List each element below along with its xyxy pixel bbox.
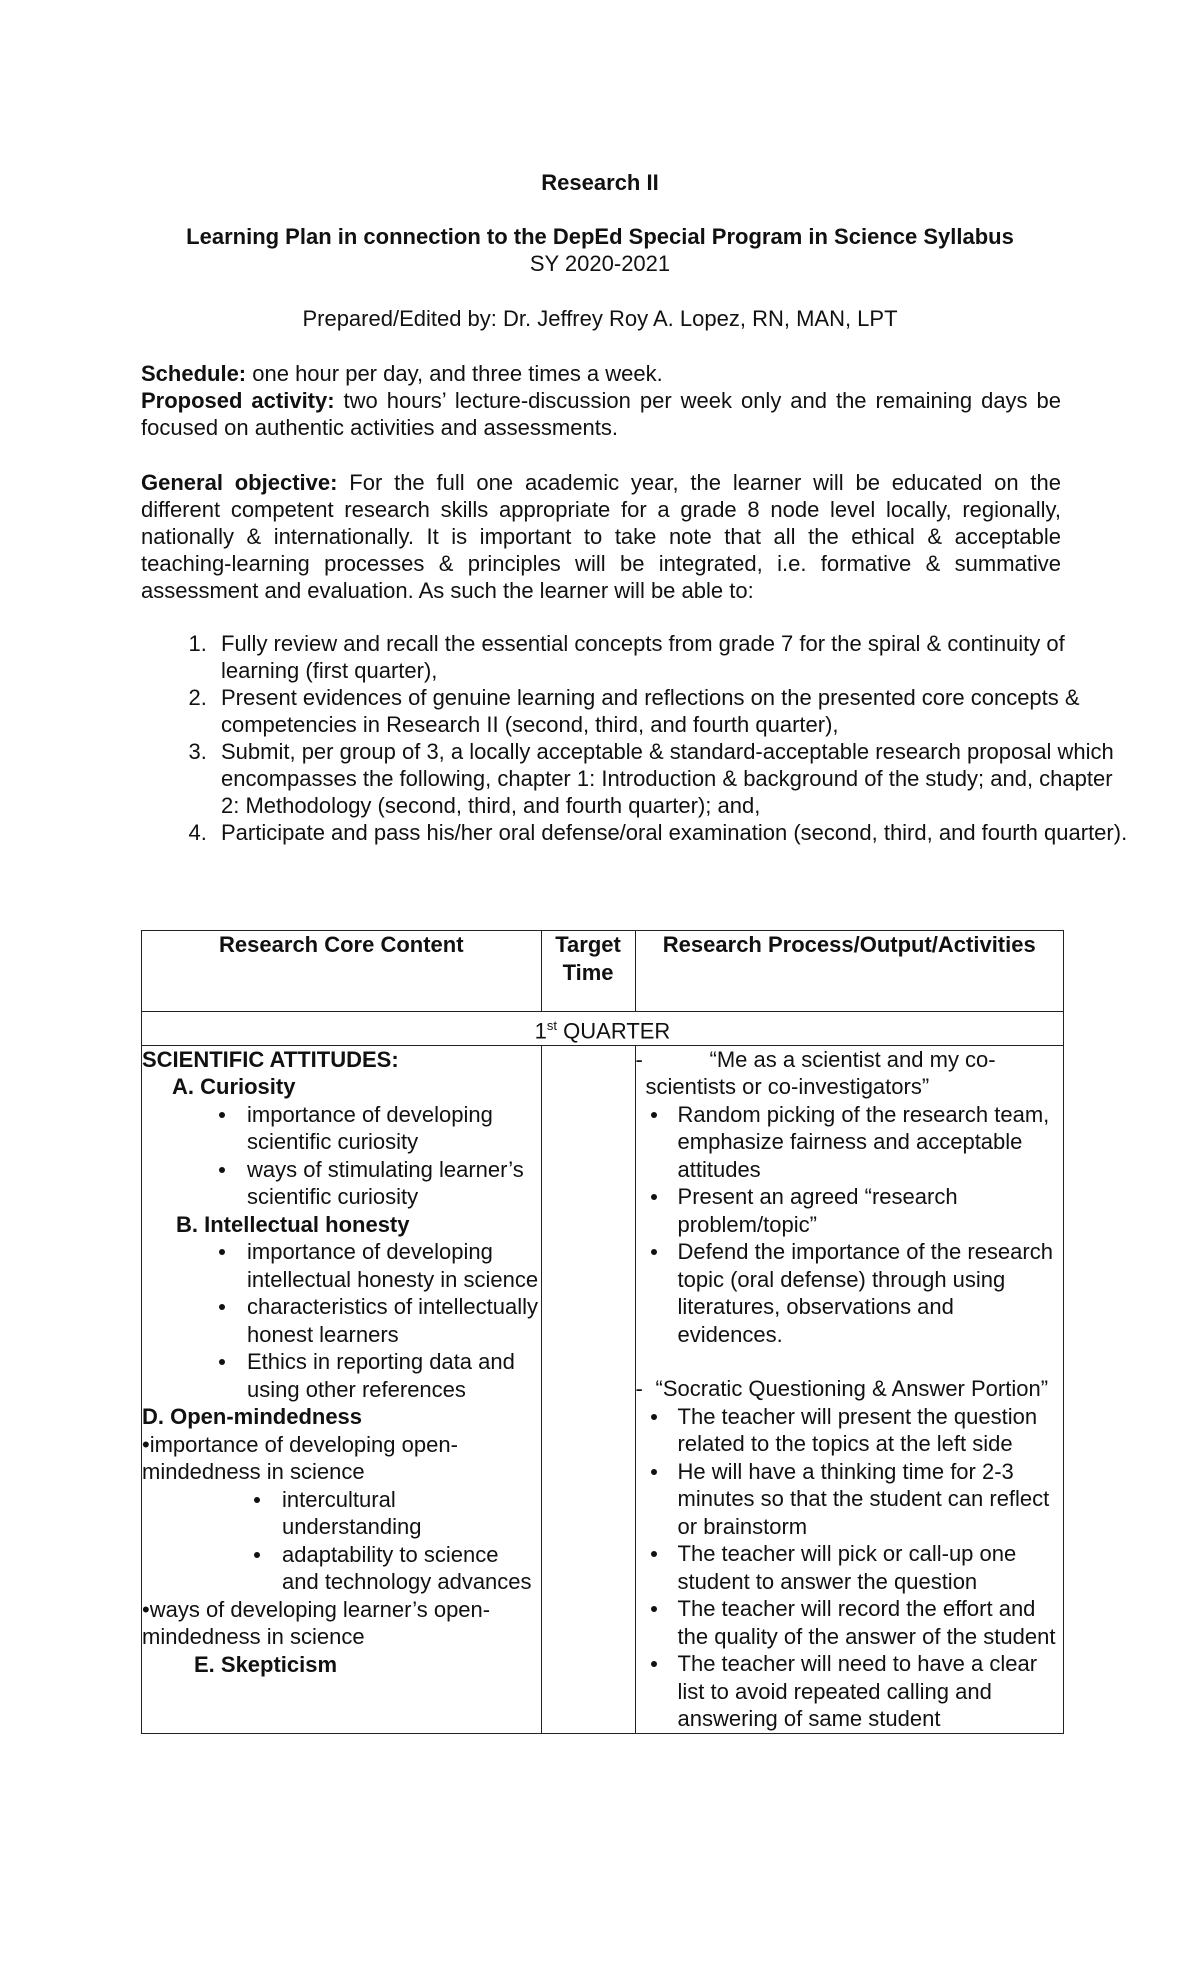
activities-cell: [635, 1045, 1063, 1733]
list-item: adaptability to science and technology advances: [282, 1541, 541, 1596]
list-item: importance of developing scientific curiosity: [247, 1101, 541, 1156]
open-mindedness-list: [142, 1486, 541, 1596]
document-subtitle: Learning Plan in connection to the DepEd Special Program in Science Syllabus: [186, 224, 1014, 249]
table-header-row: [142, 931, 1064, 1012]
proposed-activity-text: two hours’ lecture-discussion per week only and the remaining days be focused on authentic activities and assessments.: [141, 388, 1062, 440]
header-core-content: Research Core Content: [142, 931, 542, 1012]
list-item: The teacher will present the question related to the topics at the left side: [678, 1403, 1063, 1458]
quarter-label: 1st QUARTER: [142, 1012, 1064, 1046]
core-content-cell: [142, 1045, 542, 1733]
list-item: importance of developing intellectual honesty in science: [247, 1238, 541, 1293]
attitudes-heading: SCIENTIFIC ATTITUDES:: [142, 1046, 399, 1072]
list-item: intercultural understanding: [282, 1486, 541, 1541]
general-objective-text: For the full one academic year, the learner will be educated on the different competent research skills appropriate for a grade 8 node level locally, regionally, nationally & internationally. It is important to take note that all the ethical & acceptable teaching-learning processes & principles will be integrated, i.e. formative & summative assessment and evaluation. As such the learner will be able to:: [141, 470, 1061, 603]
objectives-list: [141, 630, 1133, 846]
activity-1-title: - “Me as a scientist and my co-scientists or co-investigators”: [635, 1046, 996, 1100]
open-mindedness-heading: D. Open-mindedness: [142, 1404, 363, 1430]
intellectual-honesty-list: [142, 1238, 541, 1403]
list-item: characteristics of intellectually honest learners: [247, 1293, 541, 1348]
list-item: Present an agreed “research problem/topic”: [678, 1183, 1063, 1238]
activity-1-list: [636, 1101, 1063, 1349]
quarter-row: [142, 1012, 1064, 1046]
objective-item: 3. Submit, per group of 3, a locally acceptable & standard-acceptable research proposal which encompasses the following, chapter 1: Introduction & background of the study; and, chapter 2: Methodology (second, third, and fourth quarter); and,: [213, 738, 1133, 819]
list-item: The teacher will record the effort and the quality of the answer of the student: [678, 1595, 1063, 1650]
header-target-time: Target Time: [541, 931, 635, 1012]
document-title: Research II: [541, 170, 659, 195]
activity-2-title: - “Socratic Questioning & Answer Portion”: [635, 1376, 1049, 1402]
objective-item: 4. Participate and pass his/her oral defense/oral examination (second, third, and fourth quarter).: [213, 819, 1133, 846]
list-item: Ethics in reporting data and using other references: [247, 1348, 541, 1403]
schedule-paragraph: [141, 360, 1061, 441]
objective-item: 1. Fully review and recall the essential concepts from grade 7 for the spiral & continuity of learning (first quarter),: [213, 630, 1133, 684]
objective-item: 2. Present evidences of genuine learning and reflections on the presented core concepts & competencies in Research II (second, third, and fourth quarter),: [213, 684, 1133, 738]
target-time-cell: [541, 1045, 635, 1733]
learning-plan-table: [141, 930, 1064, 1734]
proposed-activity-label: Proposed activity:: [141, 388, 335, 413]
schedule-text: one hour per day, and three times a week.: [246, 361, 663, 386]
list-item: Defend the importance of the research topic (oral defense) through using literatures, observations and evidences.: [678, 1238, 1063, 1348]
table-row: [142, 1045, 1064, 1733]
list-item: Random picking of the research team, emphasize fairness and acceptable attitudes: [678, 1101, 1063, 1184]
curiosity-list: [142, 1101, 541, 1211]
schedule-label: Schedule:: [141, 361, 247, 386]
school-year: SY 2020-2021: [529, 251, 671, 276]
list-item: The teacher will pick or call-up one student to answer the question: [678, 1540, 1063, 1595]
intellectual-honesty-heading: B. Intellectual honesty: [176, 1211, 410, 1237]
general-objective-label: General objective:: [141, 470, 338, 495]
curiosity-heading: A. Curiosity: [172, 1074, 296, 1100]
list-item: He will have a thinking time for 2-3 minutes so that the student can reflect or brainstorm: [678, 1458, 1063, 1541]
general-objective-paragraph: [141, 469, 1061, 604]
open-mindedness-ways: •ways of developing learner’s open-mindedness in science: [142, 1596, 491, 1650]
open-mindedness-importance: •importance of developing open-mindedness in science: [142, 1431, 458, 1485]
header-process-output: Research Process/Output/Activities: [635, 931, 1063, 1012]
prepared-by: Prepared/Edited by: Dr. Jeffrey Roy A. Lopez, RN, MAN, LPT: [302, 306, 898, 331]
list-item: ways of stimulating learner’s scientific curiosity: [247, 1156, 541, 1211]
activity-2-list: [636, 1403, 1063, 1733]
list-item: The teacher will need to have a clear list to avoid repeated calling and answering of same student: [678, 1650, 1063, 1733]
skepticism-heading: E. Skepticism: [194, 1651, 338, 1677]
